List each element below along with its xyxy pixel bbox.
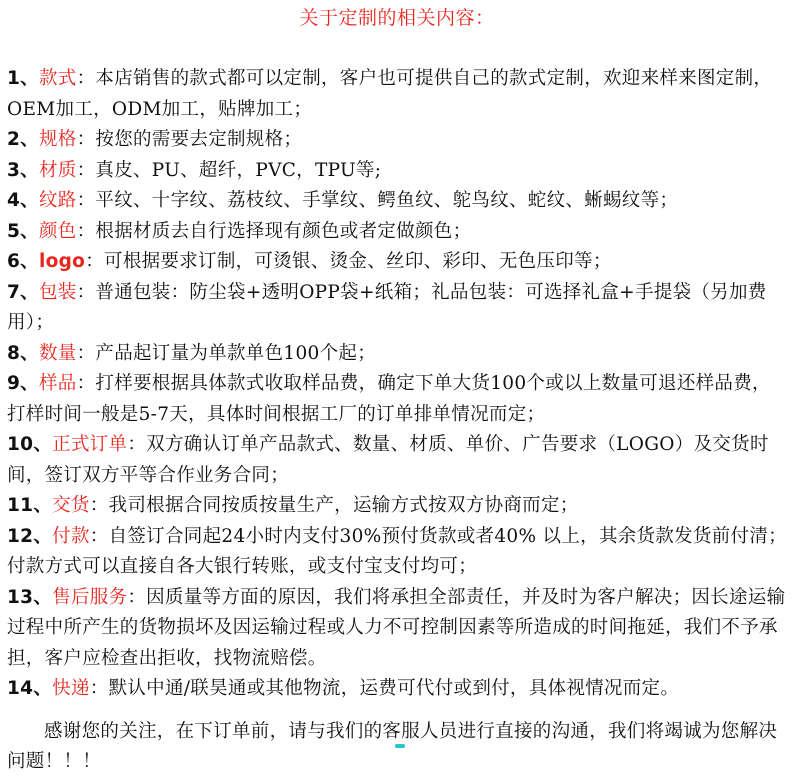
item-key: 款式 [38, 68, 77, 89]
list-item [7, 369, 787, 430]
closing-paragraph: 感谢您的关注，在下订单前，请与我们的客服人员进行直接的沟通，我们将竭诚为您解决问题！！！ [7, 720, 778, 772]
item-separator: ： [127, 586, 147, 608]
item-number: 5、 [7, 220, 39, 242]
item-separator: ： [127, 434, 147, 455]
item-text: 按您的需要去定制规格； [95, 129, 303, 150]
item-text: 根据材质去自行选择现有颜色或者定做颜色； [95, 220, 472, 242]
item-separator: ： [76, 190, 96, 211]
item-key: 数量 [38, 342, 77, 364]
item-number: 13、 [7, 586, 53, 608]
item-separator: ： [89, 495, 109, 516]
item-number: 10、 [7, 434, 53, 455]
item-key: 样品 [38, 373, 77, 394]
item-number: 12、 [7, 525, 53, 547]
item-separator: ： [76, 281, 96, 303]
item-number: 4、 [7, 190, 39, 211]
list-item [7, 186, 787, 217]
item-key: 纹路 [38, 190, 77, 211]
item-text: 本店销售的款式都可以定制，客户也可提供自己的款式定制，欢迎来样来图定制，OEM加工，ODM加工，贴牌加工； [7, 68, 773, 120]
list-item [7, 674, 787, 705]
item-key: 售后服务 [52, 586, 128, 608]
item-number: 6、 [7, 251, 39, 272]
list-item [7, 278, 787, 339]
item-separator: ： [76, 220, 96, 242]
item-separator: ： [76, 68, 96, 89]
item-text: 打样要根据具体款式收取样品费，确定下单大货100个或以上数量可退还样品费，打样时间一般是5-7天，具体时间根据工厂的订单排单情况而定； [7, 373, 771, 425]
item-text: 我司根据合同按质按量生产，运输方式按双方协商而定； [108, 495, 579, 516]
list-item [7, 64, 787, 125]
item-key: 包装 [38, 281, 77, 303]
list-item [7, 247, 787, 278]
list-item [7, 430, 787, 491]
item-separator: ： [76, 342, 96, 364]
item-key: 正式订单 [52, 434, 128, 455]
item-text: 普通包装：防尘袋+透明OPP袋+纸箱；礼品包装：可选择礼盒+手提袋（另加费用）； [7, 281, 767, 333]
item-separator: ： [89, 678, 109, 699]
item-number: 7、 [7, 281, 39, 303]
item-key: logo [38, 251, 86, 272]
item-number: 11、 [7, 495, 53, 516]
document-title: 关于定制的相关内容： [299, 7, 495, 29]
item-separator: ： [76, 373, 96, 394]
list-item [7, 522, 787, 583]
item-key: 交货 [52, 495, 90, 516]
item-key: 材质 [38, 159, 77, 181]
item-text: 产品起订量为单款单色100个起； [95, 342, 377, 364]
item-number: 3、 [7, 159, 39, 181]
item-key: 快递 [52, 678, 90, 699]
item-number: 2、 [7, 129, 39, 150]
item-separator: ： [89, 525, 109, 547]
item-number: 14、 [7, 678, 53, 699]
item-text: 因质量等方面的原因，我们将承担全部责任，并及时为客户解决；因长途运输过程中所产生的货物损坏及因运输过程或人力不可控制因素等所造成的时间拖延，我们不予承担，客户应检查出拒收，找物流赔偿。 [7, 586, 786, 669]
item-key: 颜色 [38, 220, 77, 242]
customization-list [7, 64, 787, 705]
list-item [7, 491, 787, 522]
item-number: 9、 [7, 373, 39, 394]
item-separator: ： [85, 251, 105, 272]
list-item [7, 583, 787, 675]
cursor-marker [395, 744, 405, 748]
list-item [7, 339, 787, 370]
item-text: 自签订合同起24小时内支付30%预付货款或者40% 以上，其余货款发货前付清；付款方式可以直接自各大银行转账，或支付宝支付均可； [7, 525, 787, 577]
item-number: 1、 [7, 68, 39, 89]
item-number: 8、 [7, 342, 39, 364]
item-text: 可根据要求订制，可烫银、烫金、丝印、彩印、无色压印等； [104, 251, 612, 272]
item-separator: ： [76, 159, 96, 181]
list-item [7, 156, 787, 187]
item-separator: ： [76, 129, 96, 150]
item-text: 平纹、十字纹、荔枝纹、手掌纹、鳄鱼纹、鸵鸟纹、蛇纹、蜥蜴纹等； [95, 190, 679, 211]
item-text: 双方确认订单产品款式、数量、材质、单价、广告要求（LOGO）及交货时间，签订双方平等合作业务合同； [7, 434, 769, 486]
item-text: 真皮、PU、超纤，PVC，TPU等; [95, 159, 382, 181]
list-item [7, 217, 787, 248]
item-key: 规格 [38, 129, 77, 150]
item-key: 付款 [52, 525, 90, 547]
list-item [7, 125, 787, 156]
item-text: 默认中通/联昊通或其他物流，运费可代付或到付，具体视情况而定。 [108, 678, 680, 699]
